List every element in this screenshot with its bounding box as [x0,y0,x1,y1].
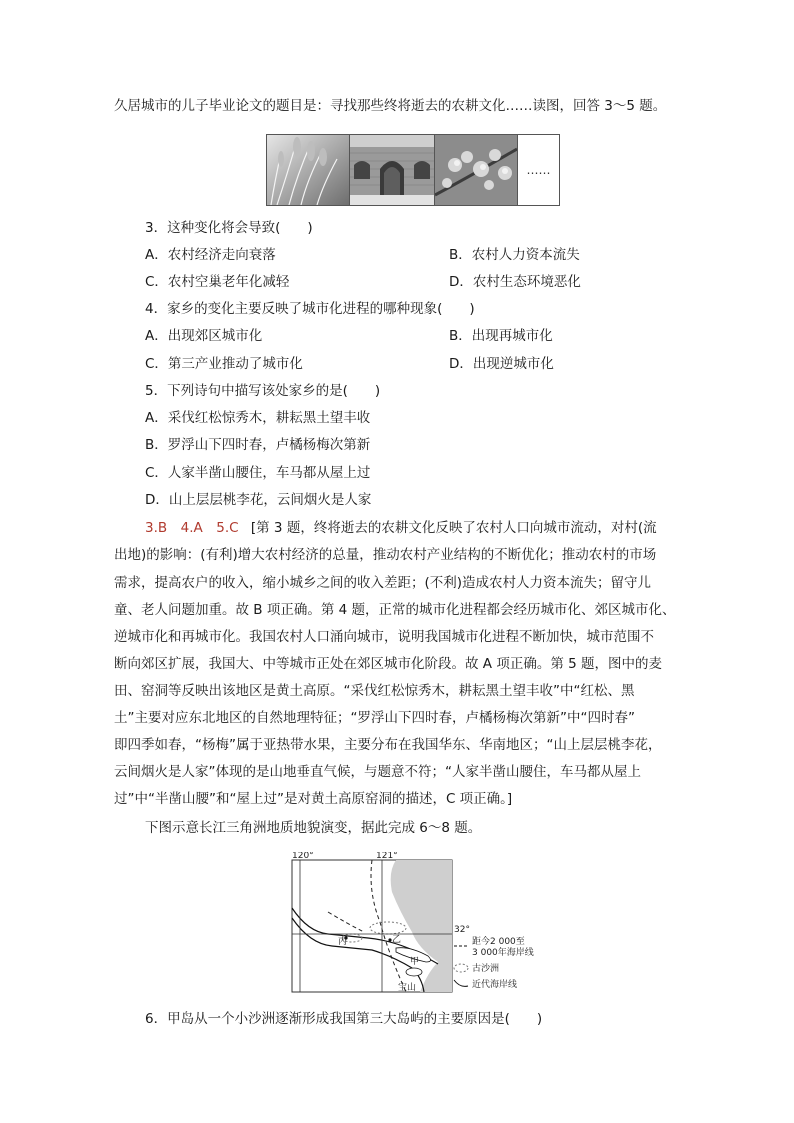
q5-option-d: D．山上层层桃李花，云间烟火是人家 [145,492,372,508]
legend-new-shore-symbol [454,980,468,986]
legend-sandbar: 古沙洲 [472,964,500,974]
lon-label-120: 120° [292,852,314,861]
answer-line-1: 出地)的影响：(有利)增大农村经济的总量，推动农村产业结构的不断优化；推动农村的市场 [114,547,657,563]
photo-strip-ellipsis: …… [526,163,551,177]
q5-option-a: A．采伐红松惊秀木，耕耘黑土望丰收 [145,410,371,426]
q5-stem: 5．下列诗句中描写该处家乡的是( ) [145,383,381,399]
answer-line-3: 童、老人问题加重。故 B 项正确。第 4 题，正常的城市化进程都会经历城市化、郊区城市化、 [114,602,676,618]
q4-stem: 4．家乡的变化主要反映了城市化进程的哪种现象( ) [145,301,475,317]
q4-option-b: B．出现再城市化 [449,328,553,344]
answer-text-first: [第 3 题，终将逝去的农耕文化反映了农村人口向城市流动，对村(流 [250,520,657,536]
answer-line-2: 需求，提高农户的收入，缩小城乡之间的收入差距；(不利)造成农村人力资本流失；留守儿 [114,575,652,591]
answer-line-7: 土”主要对应东北地区的自然地理特征；“罗浮山下四时春，卢橘杨梅次第新”中“四时春” [114,710,635,726]
q4-option-c: C．第三产业推动了城市化 [145,356,303,372]
q5-option-b: B．罗浮山下四时春，卢橘杨梅次第新 [145,437,371,453]
wheat-photo [267,135,350,205]
city-label-baoshan: 宝山 [398,983,417,993]
q5-option-c: C．人家半凿山腰住，车马都从屋上过 [145,465,371,481]
photo-strip [266,134,560,206]
intro-text: 久居城市的儿子毕业论文的题目是：寻找那些终将逝去的农耕文化……读图，回答 3～5 题。 [114,98,667,114]
legend-new-shore: 近代海岸线 [472,980,518,990]
answer-line-5: 断向郊区扩展，我国大、中等城市正处在郊区城市化阶段。故 A 项正确。第 5 题，图中的麦 [114,656,662,672]
q6-stem: 6．甲岛从一个小沙洲逐渐形成我国第三大岛屿的主要原因是( ) [145,1011,543,1027]
legend-old-shore-1: 距今2 000至 [472,937,525,947]
answer-line-8: 即四季如春，“杨梅”属于亚热带水果，主要分布在我国华东、华南地区；“山上层层桃李花， [114,737,662,753]
answer-line-9: 云间烟火是人家”体现的是山地垂直气候，与题意不符；“人家半凿山腰住，车马都从屋上 [114,764,641,780]
q3-option-a: A．农村经济走向衰落 [145,247,276,263]
place-label-bing: 丙 [338,937,348,947]
place-label-jia: 甲 [410,957,420,967]
legend-old-shore-2: 3 000年海岸线 [472,948,534,958]
q4-option-d: D．出现逆城市化 [449,356,554,372]
lon-label-121: 121° [376,852,398,861]
peach-blossom-photo [435,135,518,205]
yangtze-delta-map [288,852,548,1002]
place-label-yi: 乙 [392,935,402,945]
q3-stem: 3．这种变化将会导致( ) [145,220,313,236]
q3-option-c: C．农村空巢老年化减轻 [145,274,290,290]
lat-label-32: 32° [454,925,470,935]
q3-option-b: B．农村人力资本流失 [449,247,580,263]
answer-line-0 [145,518,657,538]
q3-option-d: D．农村生态环境恶化 [449,274,581,290]
answer-key: 3.B 4.A 5.C [145,520,239,536]
answer-line-10: 过”中“半凿山腰”和“屋上过”是对黄土高原窑洞的描述，C 项正确。] [114,791,513,807]
answer-line-4: 逆城市化和再城市化。我国农村人口涌向城市，说明我国城市化进程不断加快，城市范围不 [114,629,654,645]
answer-line-6: 田、窑洞等反映出该地区是黄土高原。“采伐红松惊秀木，耕耘黑土望丰收”中“红松、黑 [114,683,635,699]
island-small [406,968,422,976]
legend-sandbar-symbol [454,964,468,972]
cave-dwelling-photo [350,135,435,205]
intro-2-text: 下图示意长江三角洲地质地貌演变，据此完成 6～8 题。 [145,820,482,836]
q4-option-a: A．出现郊区城市化 [145,328,263,344]
